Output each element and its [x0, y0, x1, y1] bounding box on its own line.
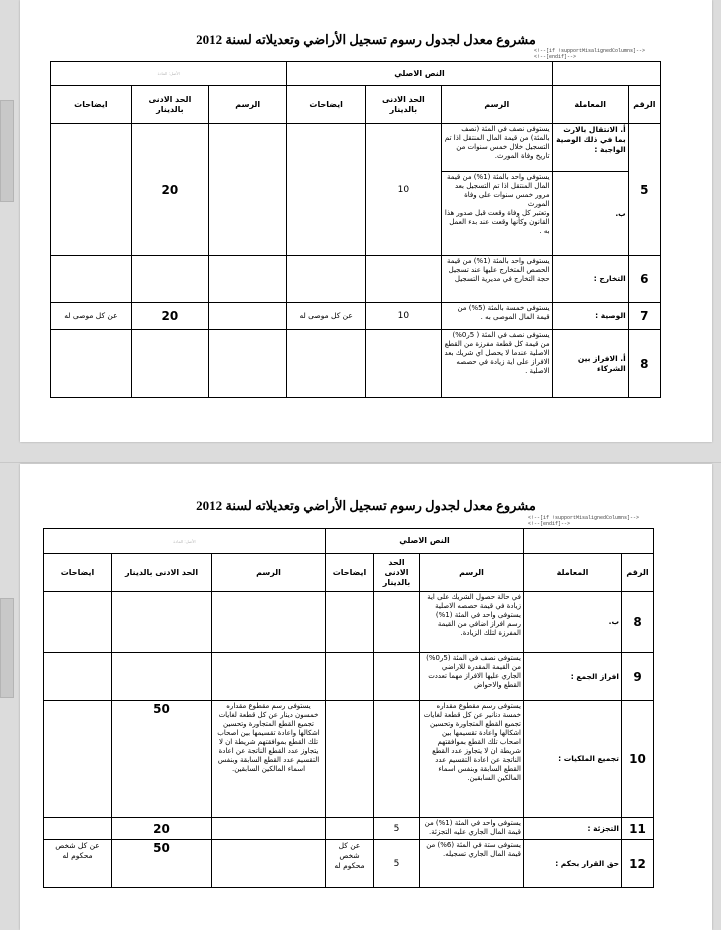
page-2 [20, 464, 712, 930]
amended-header-note: الأصل: المادة [51, 62, 287, 86]
row-number: 5 [628, 124, 660, 256]
note-cell [287, 124, 365, 256]
fee-cell: يستوفى ستة في المئة (6%) من قيمة المال الجاري تسجيله. [420, 840, 524, 888]
fee-cell: يستوفى واحد في المئة (1%) من قيمة المال الجاري عليه التجزئة. [420, 818, 524, 840]
min-cell: 10 [365, 303, 441, 330]
new-note-cell [51, 330, 132, 398]
fee-cell: في حالة حصول الشريك على اية زيادة في قيمة حصصه الاصلية يستوفى واحد في المئة (1%) رسم افراز اضافي من القيمة المفرزة لتلك الزيادة. [420, 592, 524, 653]
original-text-header: النص الاصلي [326, 529, 524, 554]
transaction-cell: ب. [524, 592, 622, 653]
page-title: مشروع معدل لجدول رسوم تسجيل الأراضي وتعديلاته لسنة 2012 [196, 498, 536, 513]
new-min-cell [131, 330, 208, 398]
table-row [51, 303, 661, 330]
header-number: الرقم [622, 554, 654, 592]
min-cell [365, 256, 441, 303]
min-cell [374, 653, 420, 701]
fees-table [43, 528, 654, 888]
fee-cell: يستوفى نصف في المئة (نصف بالمئة) من قيمة المال المنتقل اذا تم التسجيل خلال خمس سنوات من تاريخ وفاة المورث. [441, 124, 552, 172]
row-number: 6 [628, 256, 660, 303]
header-new-minimum: الحد الادنى بالدينار [131, 86, 208, 124]
min-cell: 5 [374, 818, 420, 840]
header-clarifications: ايضاحات [326, 554, 374, 592]
new-fee-cell [209, 256, 287, 303]
table-row [51, 256, 661, 303]
row-number: 8 [622, 592, 654, 653]
scrollbar-handle-bottom[interactable] [0, 598, 14, 698]
header-new-fee: الرسم [209, 86, 287, 124]
page-gap [0, 462, 721, 463]
table-row [44, 840, 654, 888]
table-row [51, 124, 661, 172]
new-note-cell [51, 256, 132, 303]
note-cell [326, 818, 374, 840]
transaction-cell: أ. الافراز بين الشركاء [552, 330, 628, 398]
new-note-cell [51, 124, 132, 256]
header-blank [524, 529, 654, 554]
table-row [44, 701, 654, 818]
note-cell: عن كل شخص محكوم له [326, 840, 374, 888]
new-fee-cell [212, 592, 326, 653]
table-row [44, 818, 654, 840]
table-row [51, 330, 661, 398]
new-note-cell: عن كل موصى له [51, 303, 132, 330]
new-fee-cell [212, 818, 326, 840]
fee-cell: يستوفى رسم مقطوع مقداره خمسة دنانير عن كل قطعة لغايات تجميع القطع المتجاورة وتحسين اشكالها واعادة تقسيمها بين اصحاب تلك القطع بموافقتهم شريطة ان لا يتجاوز عدد القطع الناتجة عن اعادة التقسيم عدد القطع السابقة وبنفس اسماء المالكين السابقين. [420, 701, 524, 818]
original-text-header: النص الاصلي [287, 62, 552, 86]
note-cell [287, 330, 365, 398]
new-fee-cell [209, 330, 287, 398]
min-cell: 10 [365, 124, 441, 256]
table-row [44, 653, 654, 701]
transaction-cell: التجزئة : [524, 818, 622, 840]
fees-table [50, 61, 661, 398]
new-min-cell: 20 [112, 818, 212, 840]
header-transaction: المعاملة [552, 86, 628, 124]
transaction-cell: حق القرار بحكم : [524, 840, 622, 888]
min-cell [374, 701, 420, 818]
new-min-cell: 20 [131, 303, 208, 330]
transaction-cell: ب. [552, 172, 628, 256]
header-new-fee: الرسم [212, 554, 326, 592]
new-fee-cell [209, 303, 287, 330]
row-number: 12 [622, 840, 654, 888]
header-minimum: الحد الادنى بالدينار [374, 554, 420, 592]
new-fee-cell [209, 124, 287, 256]
header-blank [552, 62, 660, 86]
row-number: 7 [628, 303, 660, 330]
new-note-cell [44, 701, 112, 818]
new-fee-cell [212, 840, 326, 888]
code-line: <!--[if !supportMisalignedColumns]--> [534, 48, 646, 54]
transaction-cell: افراز الجمع : [524, 653, 622, 701]
page-title: مشروع معدل لجدول رسوم تسجيل الأراضي وتعديلاته لسنة 2012 [196, 32, 536, 47]
row-number: 11 [622, 818, 654, 840]
note-cell [326, 701, 374, 818]
transaction-cell: التخارج : [552, 256, 628, 303]
new-min-cell [112, 592, 212, 653]
fee-cell: يستوفى نصف في المئة (5ر0%) من القيمة المقدرة للاراضي الجاري عليها الافراز مهما تعددت القطع والاحواض [420, 653, 524, 701]
new-note-cell [44, 818, 112, 840]
code-line: <!--[endif]--> [534, 54, 577, 60]
page-1 [20, 0, 712, 442]
min-cell [374, 592, 420, 653]
fee-cell: يستوفى نصف في المئة ( 5ر0%) من قيمة كل قطعة مفرزة من القطع الاصلية عندما لا يحصل اي شريك بعد الافراز على اية زيادة في حصصه الاصلية . [441, 330, 552, 398]
new-note-cell: عن كل شخص محكوم له [44, 840, 112, 888]
min-cell [365, 330, 441, 398]
new-min-cell: 50 [112, 840, 212, 888]
new-min-cell: 50 [112, 701, 212, 818]
transaction-cell: أ. الانتقال بالارث بما في ذلك الوصية الواجبة : [552, 124, 628, 172]
new-min-cell: 20 [131, 124, 208, 256]
min-cell: 5 [374, 840, 420, 888]
header-number: الرقم [628, 86, 660, 124]
header-clarifications: ايضاحات [287, 86, 365, 124]
row-number: 10 [622, 701, 654, 818]
code-line: <!--[if !supportMisalignedColumns]--> [528, 515, 640, 521]
code-line: <!--[endif]--> [528, 521, 571, 527]
note-cell: عن كل موصى له [287, 303, 365, 330]
note-cell [326, 653, 374, 701]
fee-cell: يستوفى خمسة بالمئة (5%) من قيمة المال الموصى به . [441, 303, 552, 330]
fee-cell: يستوفى واحد بالمئة (1%) من قيمة المال المنتقل اذا تم التسجيل بعد مرور خمس سنوات على وفاة المورث وتعتبر كل وفاة وقعت قبل صدور هذا القانون وكأنها وقعت عند بدء العمل به . [441, 172, 552, 256]
header-transaction: المعاملة [524, 554, 622, 592]
new-note-cell [44, 592, 112, 653]
new-fee-cell [212, 653, 326, 701]
header-new-clarifications: ايضاحات [44, 554, 112, 592]
header-fee: الرسم [441, 86, 552, 124]
row-number: 8 [628, 330, 660, 398]
transaction-cell: الوصية : [552, 303, 628, 330]
new-fee-cell: يستوفى رسم مقطوع مقداره خمسون دينار عن كل قطعة لغايات تجميع القطع المتجاورة وتحسين اشكالها واعادة تقسيمها بين اصحاب تلك القطع بموافقتهم شريطة ان لا يتجاوز عدد القطع الناتجة عن اعادة التقسيم عدد القطع السابقة وبنفس اسماء المالكين السابقين. [212, 701, 326, 818]
header-new-clarifications: ايضاحات [51, 86, 132, 124]
scrollbar-handle-top[interactable] [0, 100, 14, 202]
header-minimum: الحد الادنى بالدينار [365, 86, 441, 124]
new-min-cell [112, 653, 212, 701]
table-row [44, 592, 654, 653]
transaction-cell: تجميع الملكيات : [524, 701, 622, 818]
amended-header-note: الأصل: المادة [44, 529, 326, 554]
new-min-cell [131, 256, 208, 303]
fee-cell: يستوفى واحد بالمئة (1%) من قيمة الحصص المتخارج عليها عند تسجيل حجة التخارج في مديرية التسجيل [441, 256, 552, 303]
row-number: 9 [622, 653, 654, 701]
note-cell [287, 256, 365, 303]
header-new-minimum: الحد الادنى بالدينار [112, 554, 212, 592]
note-cell [326, 592, 374, 653]
header-fee: الرسم [420, 554, 524, 592]
new-note-cell [44, 653, 112, 701]
